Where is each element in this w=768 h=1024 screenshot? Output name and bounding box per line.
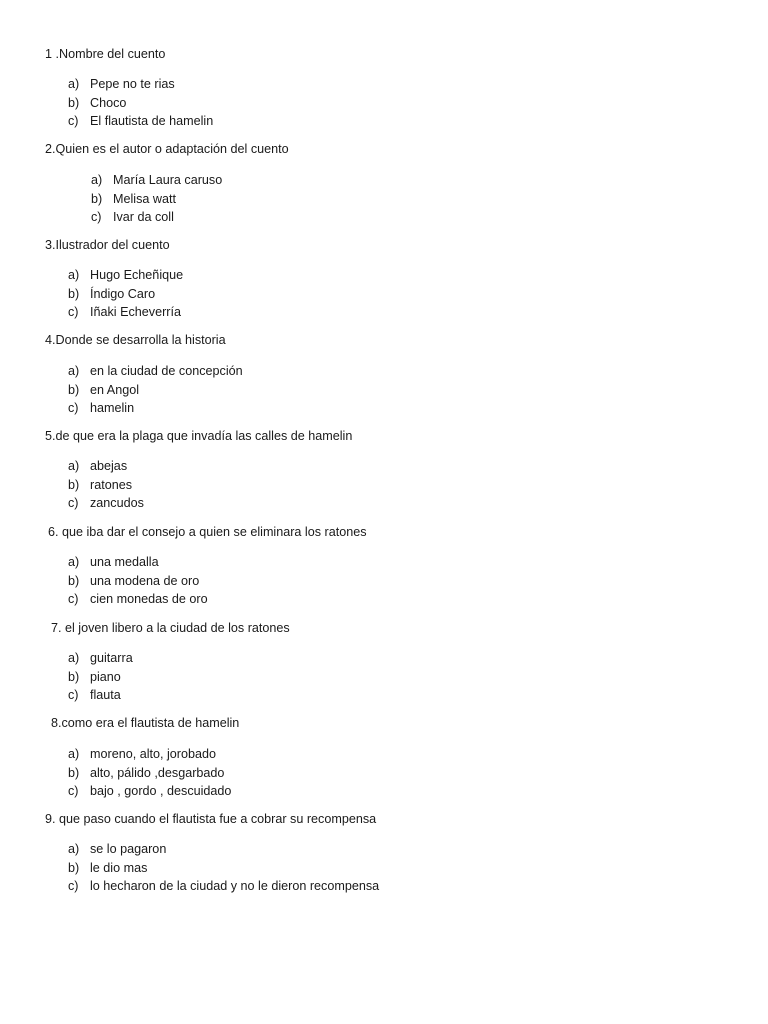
question-6-options	[68, 553, 208, 609]
option-text: una modena de oro	[90, 573, 200, 588]
option-item	[68, 782, 231, 801]
option-text: se lo pagaron	[90, 842, 167, 856]
option-letter: c)	[68, 592, 79, 607]
option-text: El flautista de hamelin	[90, 114, 214, 129]
option-letter: c)	[68, 496, 79, 511]
option-text: piano	[90, 669, 121, 684]
option-letter: b)	[68, 669, 80, 684]
option-letter: a)	[91, 173, 103, 187]
option-text: Melisa watt	[113, 191, 176, 206]
option-item	[68, 94, 213, 113]
option-letter: c)	[68, 879, 79, 894]
option-item	[68, 476, 144, 495]
option-text: en la ciudad de concepción	[90, 364, 243, 378]
option-item	[68, 764, 231, 783]
option-letter: a)	[68, 555, 80, 569]
question-8: 8.como era el flautista de hamelin	[51, 716, 240, 730]
question-7-options	[68, 649, 133, 705]
option-text: Choco	[90, 95, 127, 110]
option-letter: c)	[91, 210, 102, 225]
option-letter: a)	[68, 651, 80, 665]
option-letter: b)	[68, 286, 80, 301]
option-letter: a)	[68, 842, 80, 856]
option-text: María Laura caruso	[113, 173, 223, 187]
question-3-options	[68, 266, 183, 322]
option-text: alto, pálido ,desgarbado	[90, 765, 225, 780]
option-text: ratones	[90, 477, 133, 492]
option-text: Pepe no te rias	[90, 77, 175, 91]
option-letter: b)	[91, 191, 103, 206]
option-text: en Angol	[90, 382, 140, 397]
question-2-options	[91, 171, 222, 227]
option-item	[68, 877, 379, 896]
option-letter: a)	[68, 364, 80, 378]
question-1: 1 .Nombre del cuento	[45, 47, 166, 61]
question-2: 2.Quien es el autor o adaptación del cuento	[45, 142, 289, 156]
question-5: 5.de que era la plaga que invadía las calles de hamelin	[45, 429, 353, 443]
option-item	[68, 75, 213, 94]
question-4-options	[68, 362, 243, 418]
option-item	[68, 572, 208, 591]
option-text: Índigo Caro	[90, 286, 156, 301]
option-text: le dio mas	[90, 860, 148, 875]
option-item	[68, 362, 243, 381]
option-letter: c)	[68, 305, 79, 320]
option-text: una medalla	[90, 555, 159, 569]
question-7: 7. el joven libero a la ciudad de los ratones	[51, 621, 290, 635]
option-item	[68, 840, 379, 859]
option-item	[68, 285, 183, 304]
option-letter: c)	[68, 784, 79, 799]
option-text: Iñaki Echeverría	[90, 305, 181, 320]
option-letter: b)	[68, 382, 80, 397]
option-text: zancudos	[90, 496, 144, 511]
option-item	[68, 590, 208, 609]
option-text: abejas	[90, 459, 128, 473]
option-item	[91, 208, 222, 227]
option-item	[68, 399, 243, 418]
option-item	[68, 859, 379, 878]
question-8-options	[68, 745, 231, 801]
option-item	[68, 266, 183, 285]
option-item	[91, 190, 222, 209]
option-text: flauta	[90, 688, 121, 703]
question-6: 6. que iba dar el consejo a quien se eliminara los ratones	[48, 525, 367, 539]
option-text: Hugo Echeñique	[90, 268, 184, 282]
option-text: lo hecharon de la ciudad y no le dieron recompensa	[90, 879, 380, 894]
option-text: guitarra	[90, 651, 133, 665]
option-item	[68, 112, 213, 131]
question-9-options	[68, 840, 379, 896]
option-letter: c)	[68, 688, 79, 703]
option-letter: b)	[68, 477, 80, 492]
option-item	[68, 553, 208, 572]
option-item	[68, 381, 243, 400]
option-item	[68, 668, 133, 687]
option-text: bajo , gordo , descuidado	[90, 784, 232, 799]
option-item	[68, 745, 231, 764]
question-9: 9. que paso cuando el flautista fue a cobrar su recompensa	[45, 812, 377, 826]
option-letter: c)	[68, 114, 79, 129]
option-item	[68, 649, 133, 668]
option-letter: b)	[68, 765, 80, 780]
option-letter: b)	[68, 95, 80, 110]
option-item	[68, 303, 183, 322]
question-5-options	[68, 457, 144, 513]
option-letter: b)	[68, 573, 80, 588]
option-text: Ivar da coll	[113, 210, 174, 225]
option-letter: a)	[68, 268, 80, 282]
question-4: 4.Donde se desarrolla la historia	[45, 333, 226, 347]
option-item	[91, 171, 222, 190]
option-letter: a)	[68, 77, 80, 91]
option-item	[68, 686, 133, 705]
question-1-options	[68, 75, 213, 131]
option-text: cien monedas de oro	[90, 592, 208, 607]
option-letter: a)	[68, 747, 80, 761]
option-letter: c)	[68, 401, 79, 416]
option-item	[68, 457, 144, 476]
option-text: moreno, alto, jorobado	[90, 747, 217, 761]
option-letter: a)	[68, 459, 80, 473]
option-item	[68, 494, 144, 513]
option-letter: b)	[68, 860, 80, 875]
question-3: 3.Ilustrador del cuento	[45, 238, 170, 252]
option-text: hamelin	[90, 401, 135, 416]
